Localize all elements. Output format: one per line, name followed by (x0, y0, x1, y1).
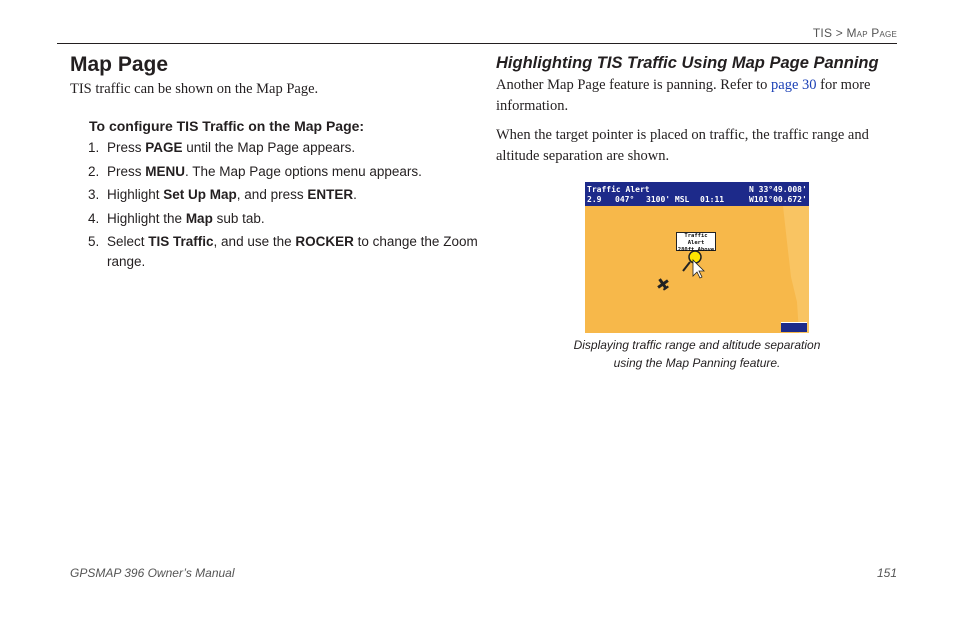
step-text: until the Map Page appears. (182, 140, 356, 155)
step-item (70, 138, 480, 158)
left-column (70, 52, 480, 275)
time-readout: 01:11 (700, 195, 725, 204)
traffic-info-label (676, 232, 716, 251)
step-text: Highlight (107, 187, 164, 202)
caption-line-2: using the Map Panning feature. (613, 355, 781, 370)
step-text: , and press (236, 187, 308, 202)
step-item (70, 162, 480, 182)
step-key: ENTER (307, 187, 354, 202)
step-text: . The Map Page options menu appears. (185, 163, 422, 179)
step-item (70, 185, 480, 205)
step-key: Set Up Map (163, 187, 237, 202)
map-overlay (585, 182, 809, 333)
paragraph-text: Another Map Page feature is panning. Refer to (496, 77, 772, 93)
page-title: Map Page (70, 53, 169, 76)
target-pointer-handle-icon (683, 262, 690, 271)
header-breadcrumb (813, 26, 897, 40)
step-key: TIS Traffic (148, 234, 214, 249)
step-key: PAGE (145, 140, 183, 155)
target-pointer-paragraph: When the target pointer is placed on traffic, the traffic range and altitude separation are shown. (496, 127, 869, 164)
step-text: Select (107, 234, 149, 249)
map-panning-screenshot (585, 182, 809, 333)
step-item (70, 232, 480, 271)
step-text: , and use the (213, 234, 296, 249)
panning-paragraph (496, 75, 896, 117)
crumb-section: TIS (812, 26, 833, 40)
footer-page-number: 151 (876, 566, 897, 580)
step-text: Press (107, 140, 146, 155)
step-number: 5. (88, 234, 100, 249)
step-text: Press (107, 163, 146, 179)
crumb-page2-rest: age (879, 26, 897, 40)
figure-caption (567, 337, 827, 372)
procedure-steps (70, 138, 480, 271)
altitude-readout: 3100' MSL (646, 195, 690, 204)
footer-manual-title: GPSMAP 396 Owner’s Manual (70, 566, 235, 580)
step-number: 4. (88, 210, 100, 226)
paragraph-text: for more information. (496, 77, 871, 114)
step-text: to change the Zoom range. (107, 234, 478, 269)
section-heading: Highlighting TIS Traffic Using Map Page Panning (496, 54, 879, 72)
step-number: 2. (88, 163, 100, 179)
step-key: MENU (145, 163, 186, 179)
label-line-1: Traffic Alert (684, 233, 708, 246)
traffic-alert-title: Traffic Alert (587, 185, 650, 194)
latitude-readout: N 33°49.008' (749, 185, 807, 194)
aircraft-icon (655, 276, 672, 293)
step-number: 3. (88, 187, 100, 202)
range-readout: 2.9 (587, 195, 602, 204)
page-30-link[interactable]: page 30 (771, 77, 817, 93)
crumb-page2-initial: P (871, 26, 880, 40)
step-text: sub tab. (212, 210, 265, 226)
caption-line-1: Displaying traffic range and altitude separation (573, 338, 821, 352)
longitude-readout: W101°00.672' (749, 195, 807, 204)
crumb-page-rest: ap (856, 26, 872, 40)
procedure-title: To configure TIS Traffic on the Map Page: (89, 118, 365, 134)
step-key: ROCKER (295, 234, 354, 249)
header-rule (57, 43, 897, 44)
bearing-readout: 047° (615, 195, 635, 204)
step-text: Highlight the (107, 210, 186, 226)
step-text: . (353, 187, 357, 202)
crumb-page-initial: M (846, 26, 857, 40)
step-number: 1. (88, 140, 100, 155)
crumb-separator: > (832, 26, 847, 40)
map-terrain-shading (783, 206, 809, 333)
right-column (496, 52, 896, 167)
label-line-2: 280ft Above (677, 247, 715, 253)
map-scale-indicator (781, 322, 807, 332)
intro-text: TIS traffic can be shown on the Map Page. (70, 81, 319, 97)
step-key: Map (185, 210, 213, 226)
step-item (70, 209, 480, 229)
